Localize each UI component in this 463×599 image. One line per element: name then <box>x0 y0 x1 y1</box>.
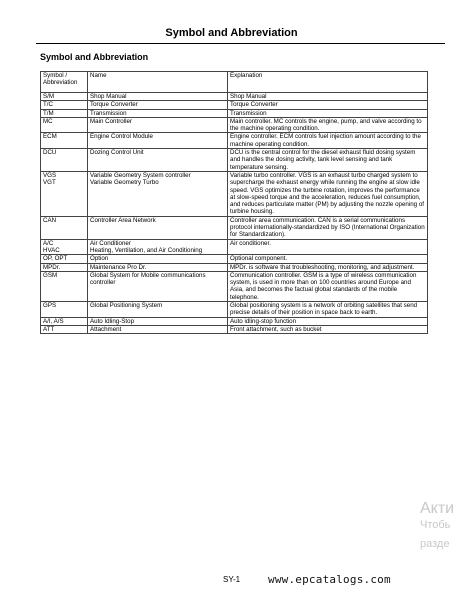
cell-symbol: GSM <box>41 271 88 301</box>
cell-explanation: Transmission <box>228 109 428 117</box>
cell-name: Air Conditioner Heating, Ventilation, and Air Conditioning <box>88 239 228 255</box>
watermark-line-2: Чтобь <box>420 519 451 531</box>
cell-symbol: MPDr. <box>41 263 88 271</box>
cell-symbol: OP, OPT <box>41 255 88 263</box>
cell-symbol: CAN <box>41 216 88 239</box>
cell-explanation: Front attachment, such as bucket <box>228 325 428 333</box>
cell-symbol: S/M <box>41 93 88 101</box>
table-row <box>41 216 428 239</box>
cell-explanation: MPDr. is software that troubleshooting, monitoring, and adjustment. <box>228 263 428 271</box>
table-row <box>41 302 428 318</box>
cell-explanation: DCU is the central control for the diesel exhaust fluid dosing system and handles the dosing activity, tank level sensing and tank temperature sensing. <box>228 149 428 172</box>
cell-explanation: Optional component. <box>228 255 428 263</box>
table-row <box>41 133 428 149</box>
page-number: SY-1 <box>223 575 241 584</box>
cell-symbol: T/M <box>41 109 88 117</box>
cell-explanation: Air conditioner. <box>228 239 428 255</box>
cell-symbol: DCU <box>41 149 88 172</box>
table-row <box>41 149 428 172</box>
cell-explanation: Torque Converter <box>228 101 428 109</box>
header-explanation: Explanation <box>228 72 428 93</box>
cell-name: Variable Geometry System controller Variable Geometry Turbo <box>88 171 228 216</box>
cell-explanation: Controller area communication. CAN is a serial communications protocol internationally-standardized by ISO (International Organization for Standardization). <box>228 216 428 239</box>
table-row <box>41 271 428 301</box>
table-row <box>41 171 428 216</box>
cell-name: Main Controller <box>88 117 228 133</box>
cell-name: Attachment <box>88 325 228 333</box>
table-row <box>41 109 428 117</box>
cell-symbol: ATT <box>41 325 88 333</box>
cell-name: Engine Control Module <box>88 133 228 149</box>
header-symbol: Symbol / Abbreviation <box>41 72 88 93</box>
header-name: Name <box>88 72 228 93</box>
section-title: Symbol and Abbreviation <box>40 52 149 62</box>
cell-symbol: MC <box>41 117 88 133</box>
cell-explanation: Main controller. MC controls the engine, pump, and valve according to the machine operating condition. <box>228 117 428 133</box>
cell-name: Transmission <box>88 109 228 117</box>
table-header-row <box>41 72 428 93</box>
cell-explanation: Global positioning system is a network of orbiting satellites that send precise details of their position in space back to earth. <box>228 302 428 318</box>
cell-symbol: GPS <box>41 302 88 318</box>
cell-symbol: A/I, A/S <box>41 317 88 325</box>
cell-symbol: ECM <box>41 133 88 149</box>
table-row <box>41 93 428 101</box>
cell-symbol: VGS VGT <box>41 171 88 216</box>
abbreviation-table <box>40 71 428 334</box>
table-row <box>41 325 428 333</box>
cell-name: Auto Idling-Stop <box>88 317 228 325</box>
table-row <box>41 255 428 263</box>
cell-name: Global Positioning System <box>88 302 228 318</box>
watermark-line-3: разде <box>420 538 450 550</box>
activation-watermark <box>420 500 454 557</box>
cell-explanation: Shop Manual <box>228 93 428 101</box>
cell-explanation: Engine controller. ECM controls fuel injection amount according to the machine operating condition. <box>228 133 428 149</box>
cell-explanation: Variable turbo controller. VGS is an exhaust turbo charged system to supercharge the exhaust energy while running the engine at slow idle speed. VGS optimizes the turbine rotation, improves the performance at slow-speed torque and the acceleration, reduces fuel consumption, and reduces particulate matter (PM) by adjusting the nozzle opening of turbine housing. <box>228 171 428 216</box>
title-divider <box>36 43 445 44</box>
cell-name: Dozing Control Unit <box>88 149 228 172</box>
table-row <box>41 101 428 109</box>
cell-name: Maintenance Pro Dr. <box>88 263 228 271</box>
cell-name: Controller Area Network <box>88 216 228 239</box>
cell-explanation: Communication controller. GSM is a type of wireless communication system, is used in more than on 100 countries around Europe and Asia, and becomes the factual global standards of the mobile telephone. <box>228 271 428 301</box>
cell-symbol: T/C <box>41 101 88 109</box>
watermark-line-1: Акти <box>420 500 455 517</box>
table-row <box>41 317 428 325</box>
cell-name: Torque Converter <box>88 101 228 109</box>
cell-name: Option <box>88 255 228 263</box>
table-row <box>41 239 428 255</box>
cell-symbol: A/C HVAC <box>41 239 88 255</box>
footer-url: www.epcatalogs.com <box>268 573 391 586</box>
page-title: Symbol and Abbreviation <box>165 27 298 39</box>
table-body <box>41 93 428 334</box>
cell-name: Global System for Mobile communications controller <box>88 271 228 301</box>
table-row <box>41 263 428 271</box>
table-row <box>41 117 428 133</box>
cell-explanation: Auto idling-stop function <box>228 317 428 325</box>
cell-name: Shop Manual <box>88 93 228 101</box>
